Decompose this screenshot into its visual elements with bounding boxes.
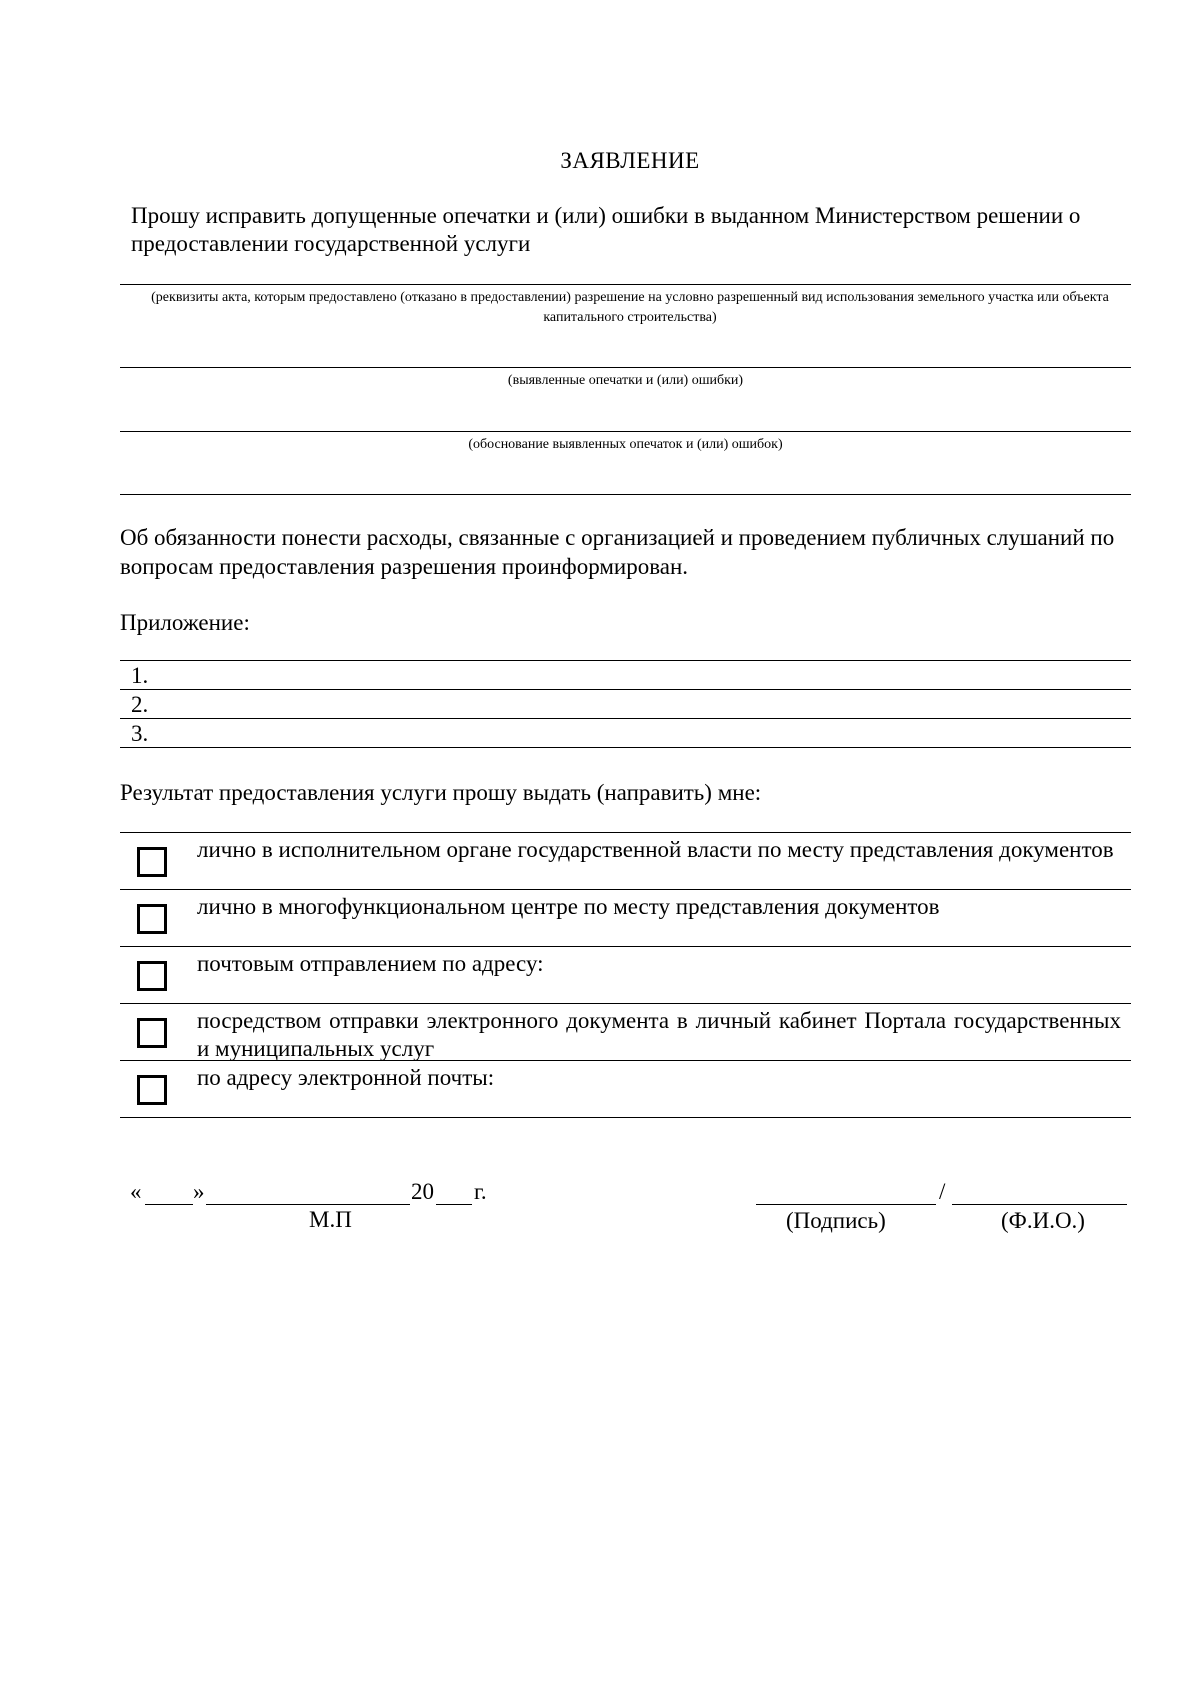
date-year-field[interactable] xyxy=(436,1204,472,1205)
date-quote-open: « xyxy=(130,1179,142,1204)
date-year-prefix: 20 xyxy=(411,1179,434,1204)
errors-justification-field[interactable] xyxy=(120,431,1131,432)
option-rule-2 xyxy=(120,946,1131,947)
attachment-item-3[interactable]: 3. xyxy=(131,721,149,746)
option-rule-5 xyxy=(120,1117,1131,1118)
checkbox-option-4[interactable] xyxy=(137,1018,167,1048)
signature-label: (Подпись) xyxy=(786,1208,886,1233)
option-4-label: посредством отправки электронного документа в личный кабинет Портала государственных и муниципальных услуг xyxy=(197,1008,1121,1061)
signature-separator: / xyxy=(939,1179,946,1204)
attachments-label: Приложение: xyxy=(120,610,250,635)
options-top-rule xyxy=(120,832,1131,833)
checkbox-option-2[interactable] xyxy=(137,904,167,934)
act-details-field[interactable] xyxy=(120,284,1131,285)
detected-errors-caption: (выявленные опечатки и (или) ошибки) xyxy=(507,373,744,388)
attachment-item-2[interactable]: 2. xyxy=(131,692,149,717)
attachment-item-1[interactable]: 1. xyxy=(131,663,149,688)
checkbox-option-5[interactable] xyxy=(137,1075,167,1105)
checkbox-option-1[interactable] xyxy=(137,847,167,877)
date-quote-close: » xyxy=(193,1179,205,1204)
date-day-field[interactable] xyxy=(145,1204,193,1205)
option-rule-1 xyxy=(120,889,1131,890)
date-year-suffix: г. xyxy=(474,1179,487,1204)
attachment-rule-2 xyxy=(120,718,1131,719)
attachments-top-rule xyxy=(120,660,1131,661)
request-intro: Прошу исправить допущенные опечатки и (или) ошибки в выданном Министерством решении о предоставлении государственной услуги xyxy=(131,203,1081,256)
obligation-paragraph: Об обязанности понести расходы, связанные с организацией и проведением публичных слушаний по вопросам предоставления разрешения проинформирован. xyxy=(120,525,1115,579)
option-rule-4 xyxy=(120,1060,1131,1061)
checkbox-option-3[interactable] xyxy=(137,961,167,991)
errors-justification-caption: (обоснование выявленных опечаток и (или) ошибок) xyxy=(468,437,783,452)
detected-errors-field[interactable] xyxy=(120,367,1131,368)
attachment-rule-3 xyxy=(120,747,1131,748)
signature-field[interactable] xyxy=(756,1204,936,1205)
option-2-label: лично в многофункциональном центре по месту представления документов xyxy=(197,894,940,919)
option-3-label: почтовым отправлением по адресу: xyxy=(197,951,544,976)
full-name-field[interactable] xyxy=(952,1204,1127,1205)
option-rule-3 xyxy=(120,1003,1131,1004)
result-delivery-label: Результат предоставления услуги прошу выдать (направить) мне: xyxy=(120,780,762,805)
attachment-rule-1 xyxy=(120,689,1131,690)
act-details-caption: (реквизиты акта, которым предоставлено (отказано в предоставлении) разрешение на условно разрешенный вид использования земельного участка или объекта капитального строительства) xyxy=(151,290,1109,325)
date-month-field[interactable] xyxy=(206,1204,410,1205)
full-name-label: (Ф.И.О.) xyxy=(1001,1208,1085,1233)
option-1-label: лично в исполнительном органе государственной власти по месту представления документов xyxy=(197,837,1114,862)
extra-blank-field[interactable] xyxy=(120,494,1131,495)
seal-label: М.П xyxy=(309,1207,352,1232)
option-5-label: по адресу электронной почты: xyxy=(197,1065,495,1090)
document-title: ЗАЯВЛЕНИЕ xyxy=(560,148,700,173)
